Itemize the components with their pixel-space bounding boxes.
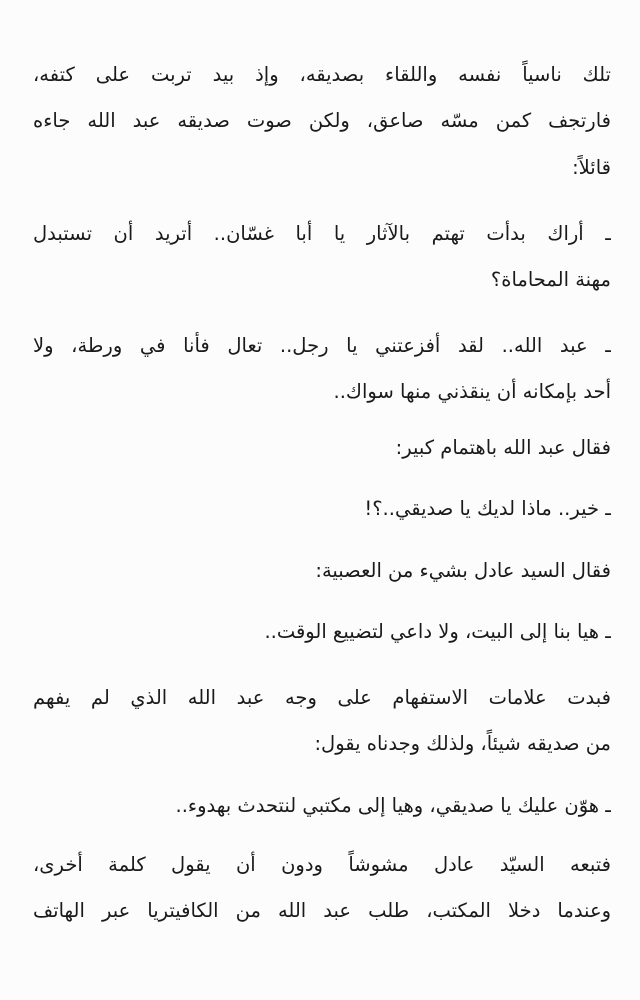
text-line: من صديقه شيئاً، ولذلك وجدناه يقول: [314,732,611,755]
text-line: أحد بإمكانه أن ينقذني منها سواك.. [333,380,611,403]
text-line: فبدت علامات الاستفهام على وجه عبد الله الذي لم يفهم [33,686,611,709]
text-line: ـ خير.. ماذا لديك يا صديقي..؟! [364,497,611,520]
text-line: قائلاً: [572,156,611,179]
text-line: ـ هيا بنا إلى البيت، ولا داعي لتضييع الوقت.. [264,620,611,643]
text-line: فقال السيد عادل بشيء من العصبية: [315,559,611,582]
text-line: فارتجف كمن مسّه صاعق، ولكن صوت صديقه عبد الله جاءه [33,109,611,132]
text-line: ـ هوّن عليك يا صديقي، وهيا إلى مكتبي لنتحدث بهدوء.. [175,794,611,817]
text-line: وعندما دخلا المكتب، طلب عبد الله من الكافيتريا عبر الهاتف [33,899,611,922]
text-line: فتبعه السيّد عادل مشوشاً ودون أن يقول كلمة أخرى، [33,853,611,876]
text-line: ـ عبد الله.. لقد أفزعتني يا رجل.. تعال فأنا في ورطة، ولا [33,334,611,357]
text-line: تلك ناسياً نفسه واللقاء بصديقه، وإذ بيد تربت على كتفه، [33,63,611,86]
text-line: فقال عبد الله باهتمام كبير: [395,436,611,459]
text-line: مهنة المحاماة؟ [490,268,611,291]
text-line: ـ أراك بدأت تهتم بالآثار يا أبا غسّان.. أتريد أن تستبدل [33,222,611,245]
